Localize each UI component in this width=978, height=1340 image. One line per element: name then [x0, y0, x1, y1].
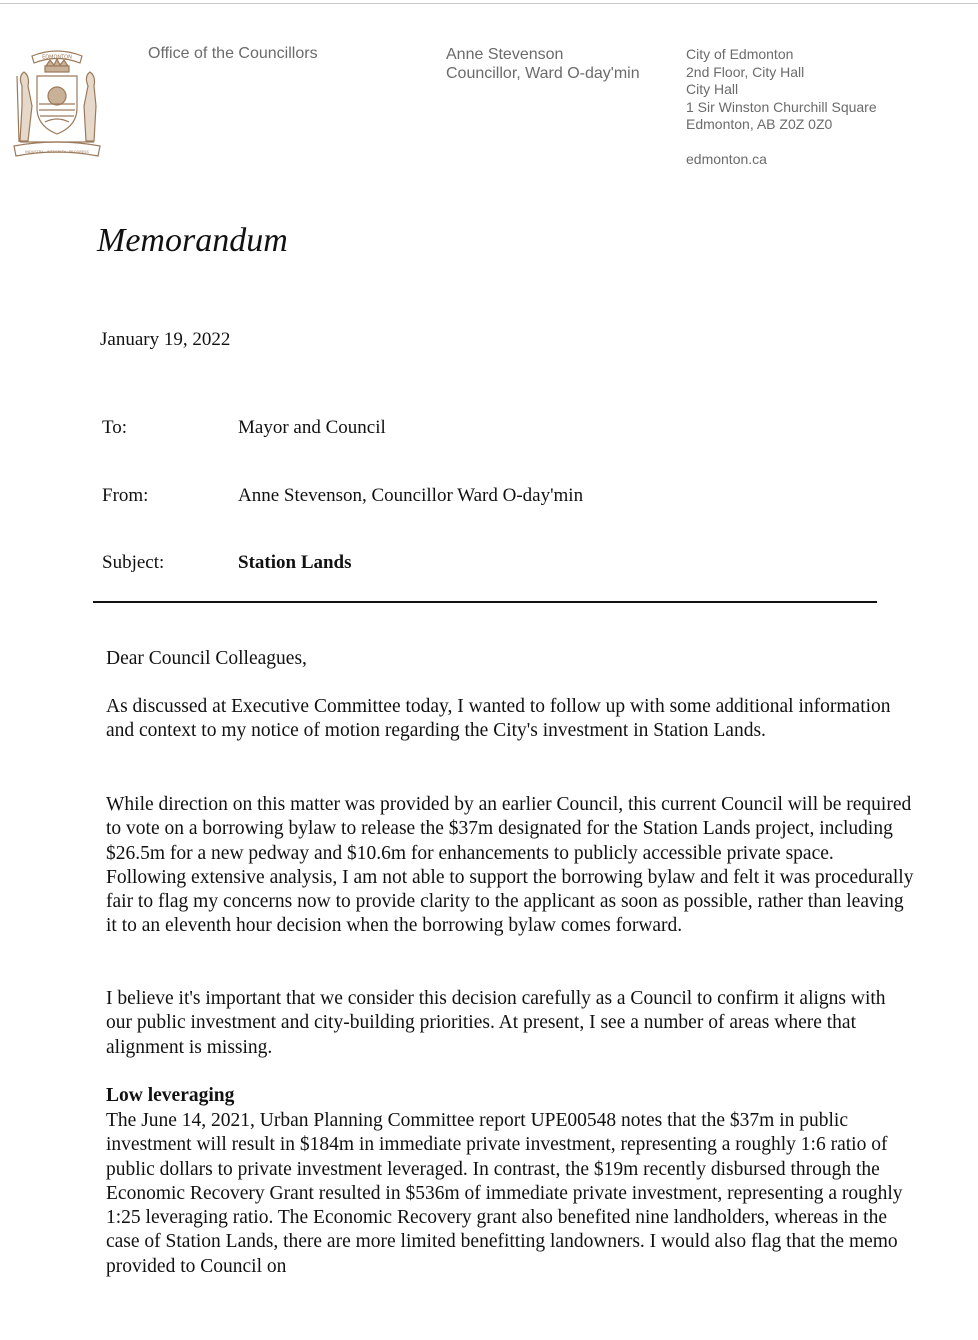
councillor-block [446, 45, 640, 83]
office-heading: Office of the Councillors [148, 45, 318, 62]
paragraph-text: While direction on this matter was provided by an earlier Council, this current Council will be required to vote on a borrowing bylaw to release the $37m designated for the Station Lands project, including $26.5m for a new pedway and $10.6m for enhancements to publicly accessible private space. Following extensive analysis, I am not able to support the borrowing bylaw and felt it was procedurally fair to flag my concerns now to provide clarity to the applicant as soon as possible, rather than leaving it to an eleventh hour decision when the borrowing bylaw comes forward. [106, 794, 914, 937]
paragraph-4 [106, 1109, 906, 1279]
paragraph-text: As discussed at Executive Committee today, I wanted to follow up with some additional information and context to my notice of motion regarding the City's investment in Station Lands. [106, 696, 891, 742]
salutation-text: Dear Council Colleagues, [106, 648, 307, 669]
paragraph-1 [106, 695, 906, 744]
paragraph-2 [106, 793, 918, 939]
subject-label: Subject: [102, 552, 165, 573]
from-value: Anne Stevenson, Councillor Ward O-day'min [238, 485, 584, 506]
address-block [686, 46, 877, 134]
website-link[interactable]: edmonton.ca [686, 151, 767, 167]
crest-motto-text: INDUSTRY · INTEGRITY · PROGRESS [25, 150, 89, 154]
address-line: 1 Sir Winston Churchill Square [686, 98, 877, 115]
councillor-title: Councillor, Ward O-day'min [446, 65, 640, 82]
header-divider [93, 601, 877, 603]
paragraph-3 [106, 987, 914, 1060]
top-border [0, 3, 978, 4]
councillor-name: Anne Stevenson [446, 46, 564, 63]
address-line: City Hall [686, 81, 739, 97]
section-heading-text: Low leveraging [106, 1085, 235, 1106]
from-label: From: [102, 485, 149, 506]
to-label: To: [102, 417, 128, 438]
salutation [106, 647, 926, 671]
address-line: City of Edmonton [686, 46, 794, 62]
crest-name-text: EDMONTON [42, 54, 72, 61]
address-line: 2nd Floor, City Hall [686, 63, 805, 80]
city-crest-logo [10, 46, 104, 164]
paragraph-text: The June 14, 2021, Urban Planning Committee report UPE00548 notes that the $37m in public investment will result in $184m in immediate private investment, representing a roughly 1:6 ratio of public dollars to private investment leveraged. In contrast, the $19m recently disbursed through the Economic Recovery Grant resulted in $536m of immediate private investment, representing a roughly 1:25 leveraging ratio. The Economic Recovery grant also benefited nine landholders, whereas in the case of Station Lands, there are more limited benefitting landowners. I would also flag that the memo provided to Council on [106, 1110, 903, 1277]
to-value: Mayor and Council [238, 417, 386, 438]
memo-title: Memorandum [97, 222, 288, 259]
memo-date: January 19, 2022 [100, 329, 231, 350]
address-line: Edmonton, AB Z0Z 0Z0 [686, 116, 833, 132]
section-heading [106, 1084, 926, 1108]
subject-value: Station Lands [238, 552, 352, 573]
paragraph-text: I believe it's important that we consider this decision carefully as a Council to confirm it aligns with our public investment and city-building priorities. At present, I see a number of areas where that alignment is missing. [106, 988, 886, 1058]
